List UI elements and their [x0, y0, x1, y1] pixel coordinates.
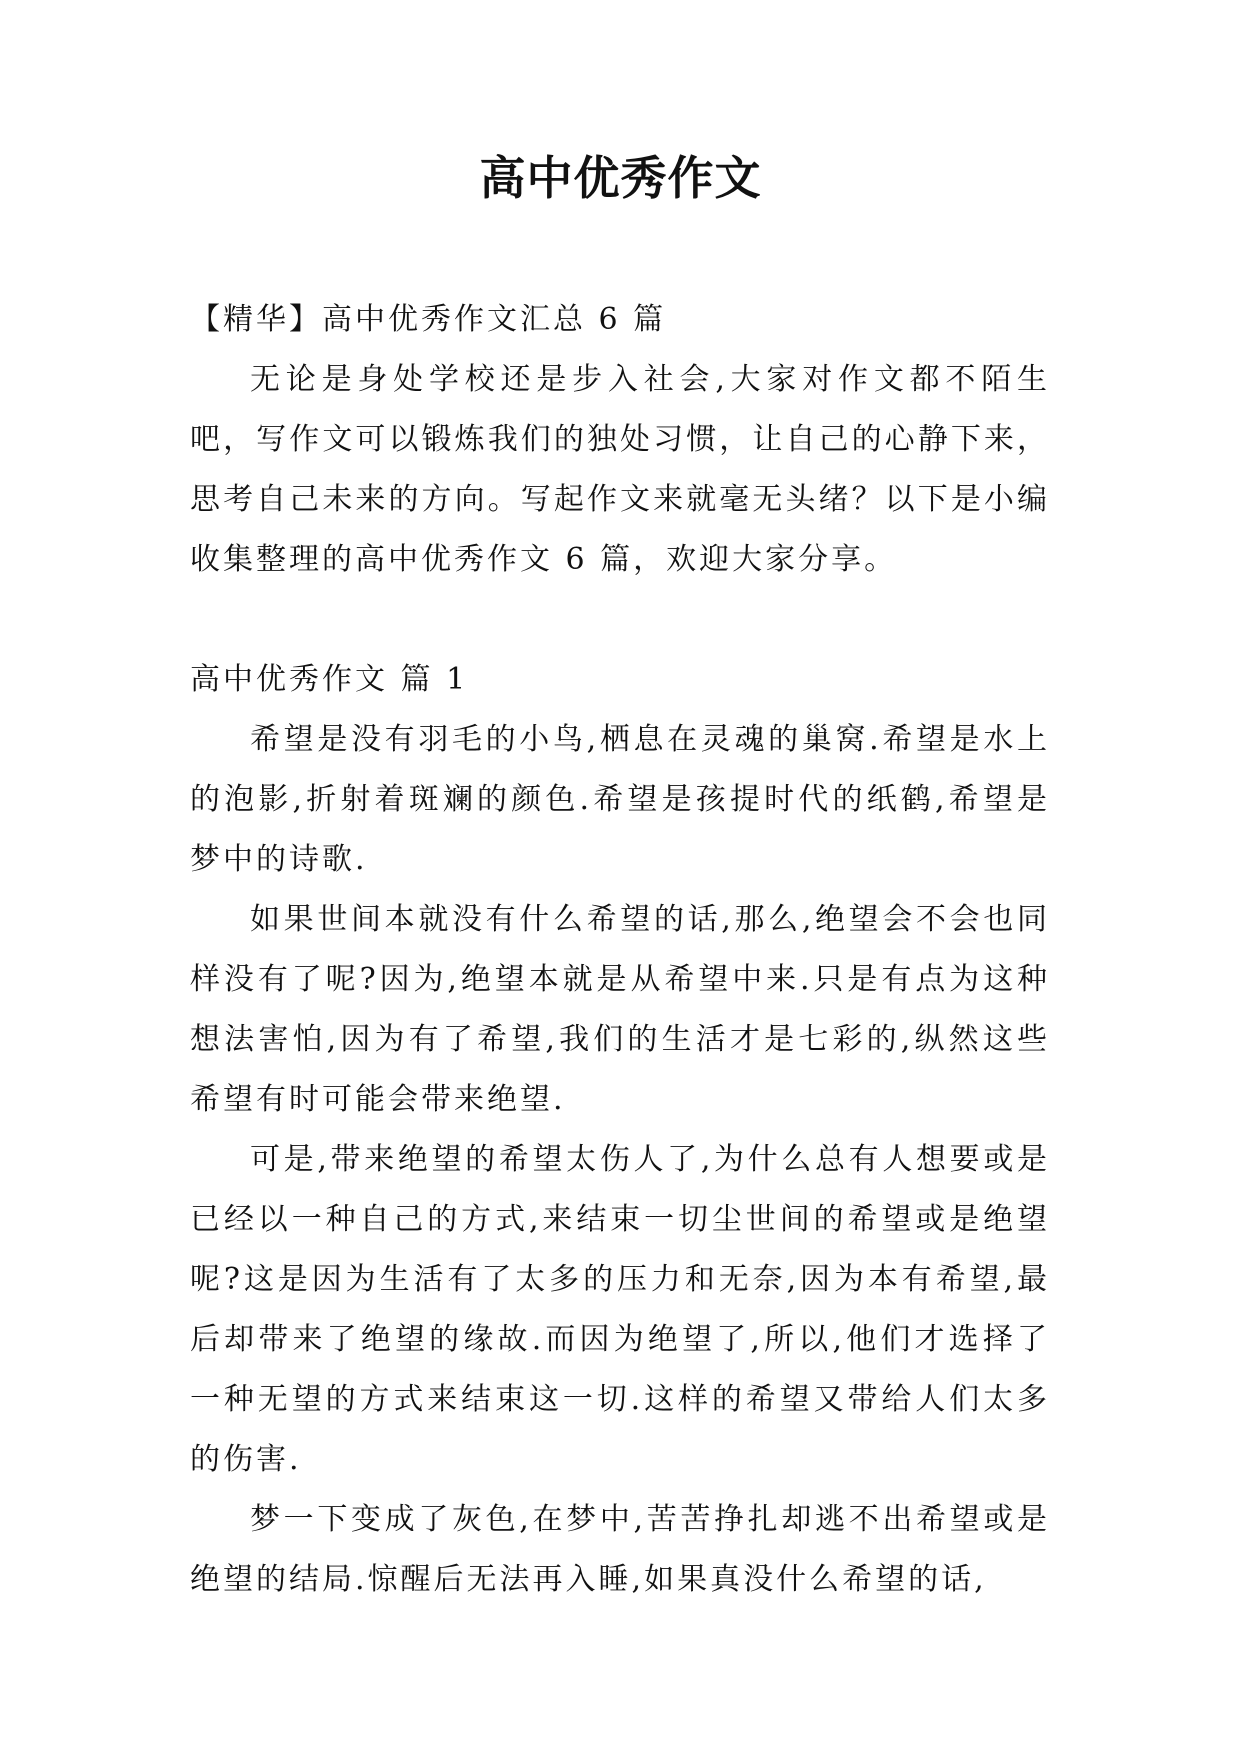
document-subtitle: 【精华】高中优秀作文汇总 6 篇 [190, 302, 667, 337]
intro-paragraph: 无论是身处学校还是步入社会,大家对作文都不陌生吧，写作文可以锻炼我们的独处习惯，让自己的心静下来，思考自己未来的方向。写起作文来就毫无头绪？以下是小编收集整理的高中优秀作文 6 篇，欢迎大家分享。 [190, 362, 1050, 577]
section-spacer [190, 590, 1050, 650]
document-body [190, 290, 1050, 1610]
body-paragraph-2: 如果世间本就没有什么希望的话,那么,绝望会不会也同样没有了呢?因为,绝望本就是从希望中来.只是有点为这种想法害怕,因为有了希望,我们的生活才是七彩的,纵然这些希望有时可能会带来绝望. [190, 902, 1050, 1117]
body-paragraph-3: 可是,带来绝望的希望太伤人了,为什么总有人想要或是已经以一种自己的方式,来结束一切尘世间的希望或是绝望呢?这是因为生活有了太多的压力和无奈,因为本有希望,最后却带来了绝望的缘故.而因为绝望了,所以,他们才选择了一种无望的方式来结束这一切.这样的希望又带给人们太多的伤害. [190, 1142, 1050, 1477]
body-paragraph-1: 希望是没有羽毛的小鸟,栖息在灵魂的巢窝.希望是水上的泡影,折射着斑斓的颜色.希望是孩提时代的纸鹤,希望是梦中的诗歌. [190, 722, 1050, 877]
section-heading: 高中优秀作文 篇 1 [190, 662, 469, 697]
document-title: 高中优秀作文 [479, 151, 762, 205]
body-paragraph-4: 梦一下变成了灰色,在梦中,苦苦挣扎却逃不出希望或是绝望的结局.惊醒后无法再入睡,如果真没什么希望的话, [190, 1502, 1050, 1597]
